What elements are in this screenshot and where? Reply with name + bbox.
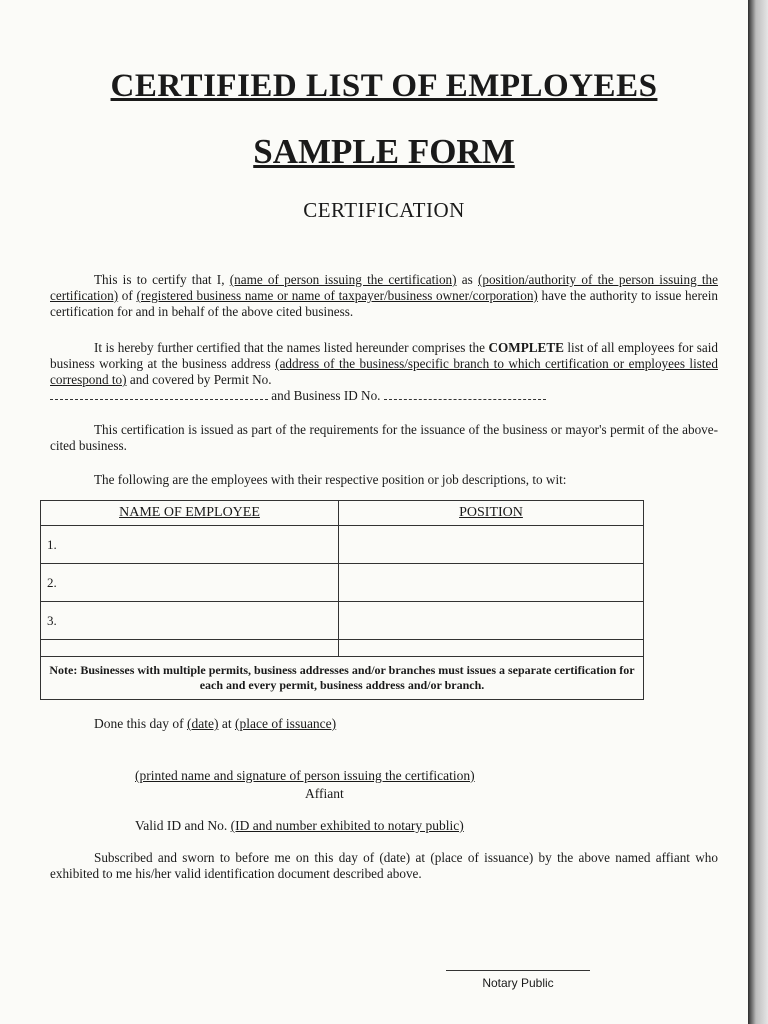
employee-name-cell[interactable]: 2. xyxy=(41,564,339,602)
business-placeholder: (registered business name or name of taxpayer/business owner/corporation) xyxy=(136,288,538,303)
table-row xyxy=(41,526,644,564)
id-placeholder: (ID and number exhibited to notary public) xyxy=(230,818,464,833)
certification-paragraph-2: It is hereby further certified that the names listed hereunder comprises the COMPLETE list of all employees for said business working at the business address (address of the business/specific branch to which certification or employees listed correspond to) and covered by Permit No. and Business ID No. xyxy=(50,340,718,403)
date-placeholder: (date) xyxy=(186,716,219,731)
address-placeholder: (address of the business/specific branch to which certification or employees listed correspond to) xyxy=(50,356,718,387)
section-heading: CERTIFICATION xyxy=(303,198,465,222)
table-header-row xyxy=(41,501,644,526)
signature-line: (printed name and signature of person issuing the certification) xyxy=(135,768,475,783)
table-note: Note: Businesses with multiple permits, business addresses and/or branches must issues a separate certification for each and every permit, business address and/or branch. xyxy=(41,657,644,700)
table-note-row xyxy=(41,657,644,700)
name-placeholder: (name of person issuing the certification) xyxy=(229,272,457,287)
business-id-blank xyxy=(384,389,546,400)
document-subtitle: SAMPLE FORM xyxy=(253,132,515,171)
name-column-header: NAME OF EMPLOYEE xyxy=(41,501,339,526)
certification-paragraph-1: This is to certify that I, (name of person issuing the certification) as (position/authority of the person issuing the certification) of (registered business name or name of taxpayer/business owner/corporation) have the authority to issue herein certification for and in behalf of the above cited business. xyxy=(50,272,718,319)
position-placeholder: (position/authority of the person issuing the certification) xyxy=(50,272,718,303)
valid-id-line: Valid ID and No. (ID and number exhibited to notary public) xyxy=(135,818,464,833)
employee-name-cell[interactable]: 1. xyxy=(41,526,339,564)
table-row xyxy=(41,640,644,657)
notary-signature-line xyxy=(446,970,590,971)
employee-position-cell[interactable] xyxy=(339,640,644,657)
certification-paragraph-4: The following are the employees with their respective position or job descriptions, to wit: xyxy=(94,472,567,487)
table-row xyxy=(41,564,644,602)
place-placeholder: (place of issuance) xyxy=(234,716,337,731)
affiant-label: Affiant xyxy=(305,786,344,801)
employee-name-cell[interactable] xyxy=(41,640,339,657)
page-edge-shadow xyxy=(748,0,768,1024)
notary-label: Notary Public xyxy=(482,976,554,990)
employee-position-cell[interactable] xyxy=(339,602,644,640)
position-column-header: POSITION xyxy=(339,501,644,526)
employee-position-cell[interactable] xyxy=(339,526,644,564)
certification-paragraph-3: This certification is issued as part of the requirements for the issuance of the business or mayor's permit of the above-cited business. xyxy=(50,422,718,453)
employee-name-cell[interactable]: 3. xyxy=(41,602,339,640)
employee-position-cell[interactable] xyxy=(339,564,644,602)
table-row xyxy=(41,602,644,640)
document-title: CERTIFIED LIST OF EMPLOYEES xyxy=(110,68,658,104)
done-line: Done this day of (date) at (place of issuance) xyxy=(94,716,337,731)
employee-table xyxy=(40,500,644,700)
permit-number-blank xyxy=(50,389,268,400)
sworn-paragraph: Subscribed and sworn to before me on this day of (date) at (place of issuance) by the above named affiant who exhibited to me his/her valid identification document described above. xyxy=(50,850,718,881)
